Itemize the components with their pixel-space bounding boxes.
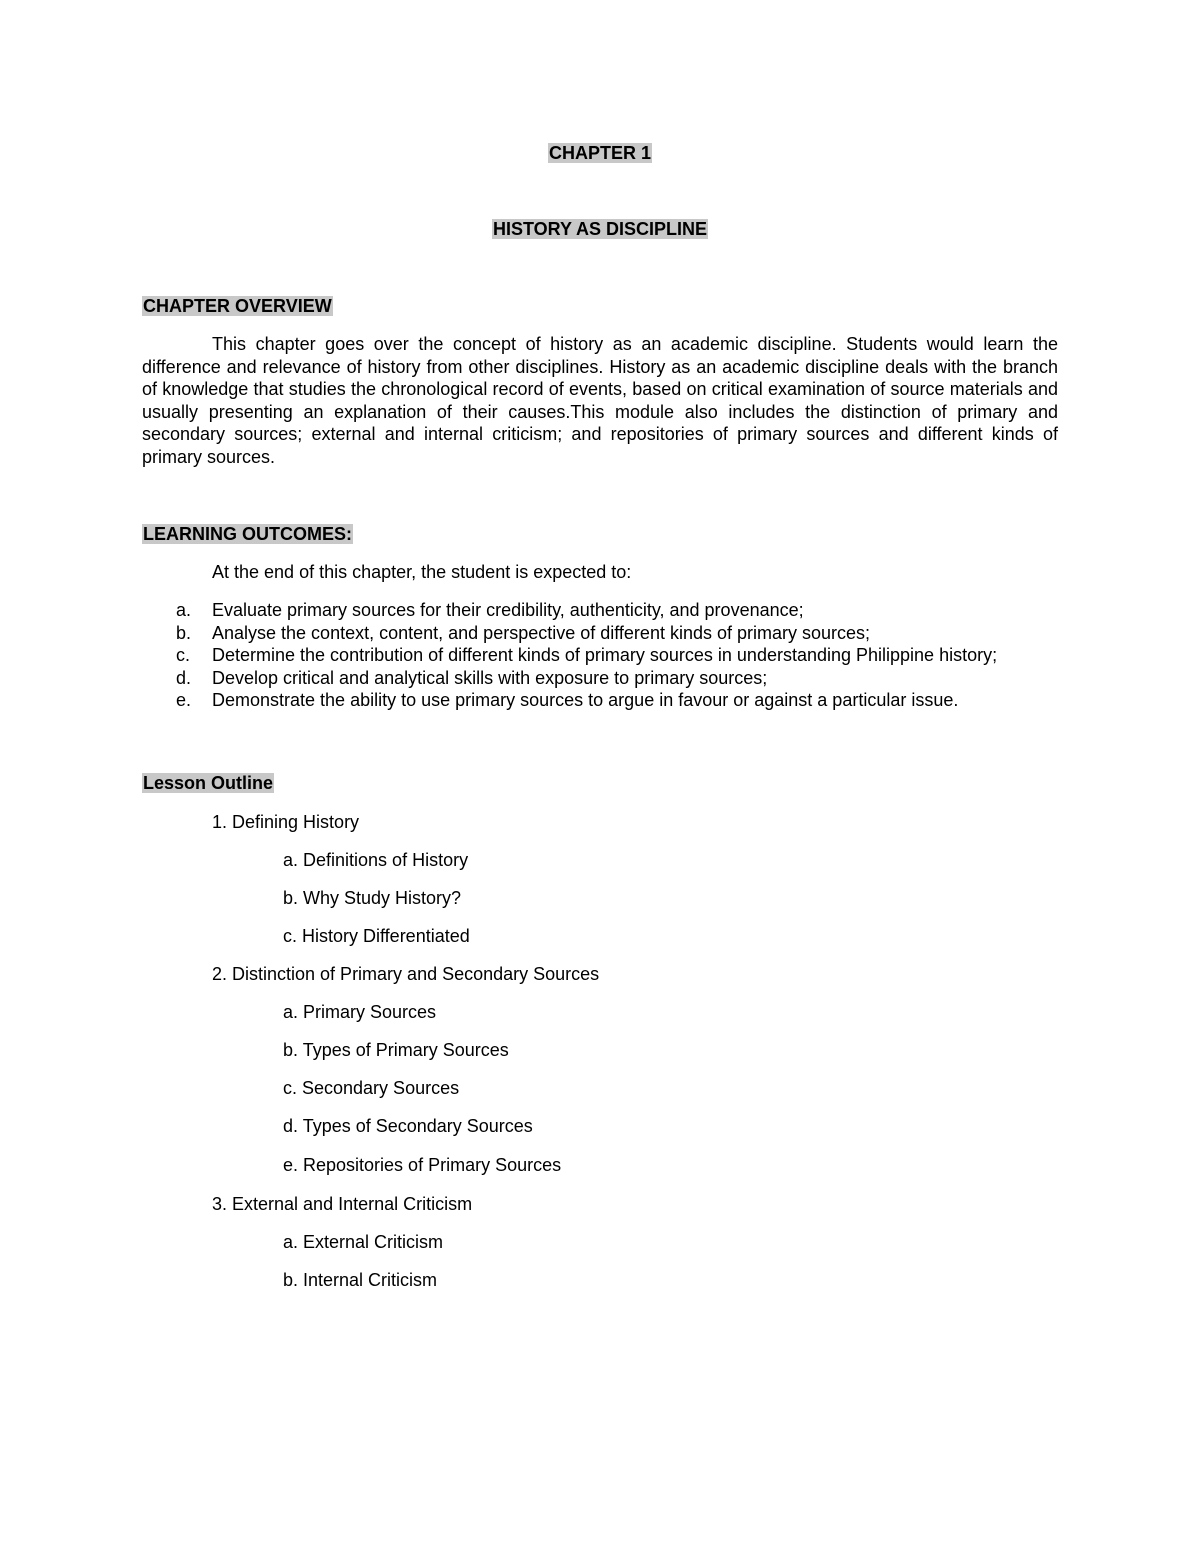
overview-heading: CHAPTER OVERVIEW — [143, 296, 332, 316]
chapter-label-line — [142, 142, 1058, 164]
outcomes-heading-line — [142, 523, 353, 545]
outline-section-title: 1. Defining History — [212, 812, 360, 832]
chapter-title-line — [142, 218, 1058, 240]
document-page — [142, 0, 1058, 1553]
outcomes-heading: LEARNING OUTCOMES: — [143, 524, 352, 544]
outcome-letter: b. — [176, 622, 192, 643]
outcome-text: Evaluate primary sources for their credibility, authenticity, and provenance; — [212, 600, 804, 620]
outline-subitem: b. Internal Criticism — [283, 1270, 438, 1290]
outline-section-title: 2. Distinction of Primary and Secondary Sources — [212, 964, 600, 984]
outcome-text: Develop critical and analytical skills with exposure to primary sources; — [212, 667, 768, 688]
outcome-item — [142, 622, 1058, 645]
outline-subitem: a. Definitions of History — [283, 850, 469, 870]
outline-section-title: 3. External and Internal Criticism — [212, 1194, 473, 1214]
outcome-letter: a. — [176, 600, 192, 620]
outline-subitem: d. Types of Secondary Sources — [283, 1116, 533, 1136]
outline-subitem: e. Repositories of Primary Sources — [283, 1155, 562, 1175]
outcome-letter: e. — [176, 690, 192, 711]
overview-paragraph: This chapter goes over the concept of history as an academic discipline. Students would learn the difference and relevance of history from other disciplines. History as an academic discipline deals with the branch of knowledge that studies the chronological record of events, based on critical examination of source materials and usually presenting an explanation of their causes.This module also includes the distinction of primary and secondary sources; external and internal criticism; and repositories of primary sources and different kinds of primary sources. — [142, 334, 1058, 467]
outcomes-list — [142, 599, 1058, 712]
outline-subitem: c. Secondary Sources — [283, 1078, 460, 1098]
outline-subitem: b. Why Study History? — [283, 888, 462, 908]
outline-subitem: a. Primary Sources — [283, 1002, 437, 1022]
outcome-letter: c. — [176, 645, 191, 666]
outline-subitem: c. History Differentiated — [283, 926, 470, 946]
outcome-text: Determine the contribution of different kinds of primary sources in understanding Philippine history; — [212, 645, 998, 666]
outcome-item — [142, 599, 1058, 622]
outline-heading-line — [142, 772, 274, 794]
outcome-item — [142, 667, 1058, 690]
overview-heading-line — [142, 295, 333, 317]
outline-subitem: b. Types of Primary Sources — [283, 1040, 509, 1060]
outcomes-intro: At the end of this chapter, the student is expected to: — [212, 562, 632, 582]
outline-subitem: a. External Criticism — [283, 1232, 444, 1252]
outcome-letter: d. — [176, 667, 192, 688]
chapter-label: CHAPTER 1 — [548, 143, 651, 163]
outcome-item — [142, 689, 1058, 712]
outcome-item — [142, 644, 1058, 667]
outcome-text: Demonstrate the ability to use primary sources to argue in favour or against a particular issue. — [212, 690, 959, 711]
outcome-text: Analyse the context, content, and perspective of different kinds of primary sources; — [212, 622, 871, 643]
outline-heading: Lesson Outline — [143, 773, 274, 793]
chapter-title: HISTORY AS DISCIPLINE — [492, 219, 708, 239]
